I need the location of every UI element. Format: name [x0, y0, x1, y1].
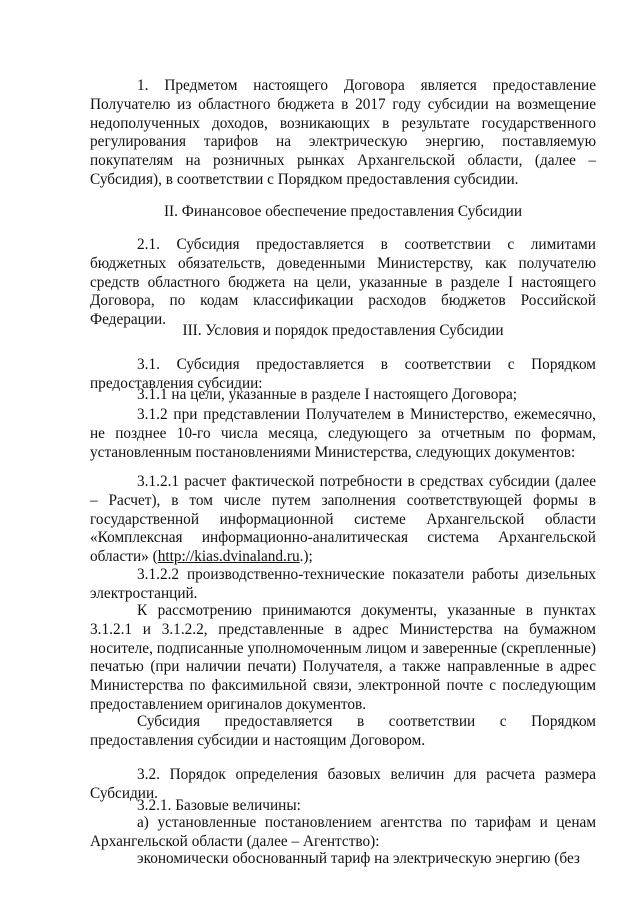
kias-link[interactable]: http://kias.dvinaland.ru	[157, 548, 300, 566]
paragraph-1: 1. Предметом настоящего Договора является предоставление Получателю из областного бюджета в 2017 году субсидии на возмещение недополученных доходов, возникающих в результате государственного регулирования тарифов на электрическую энергию, поставляемую покупателям на розничных рынках Архангельской области, (далее – Субсидия), в соответствии с Порядком предоставления субсидии.	[90, 77, 596, 188]
paragraph-2-1: 2.1. Субсидия предоставляется в соответствии с лимитами бюджетных обязательств, доведенными Министерству, как получателю средств областного бюджета на цели, указанные в разделе I настоящего Договора, по кодам классификации расходов бюджетов Российской Федерации.	[90, 236, 596, 329]
paragraph-provided: Субсидия предоставляется в соответствии с Порядком предоставления субсидии и настоящим Договором.	[90, 713, 596, 749]
paragraph-3-1-2-1	[90, 473, 596, 567]
paragraph-3-1-1: 3.1.1 на цели, указанные в разделе I настоящего Договора;	[137, 386, 518, 403]
paragraph-3-2-1: 3.2.1. Базовые величины:	[137, 797, 301, 814]
paragraph-3-1-2-1-tail: .);	[299, 548, 313, 566]
paragraph-tariff: экономически обоснованный тариф на электрическую энергию (без	[137, 850, 580, 867]
paragraph-3-1-2-1-text: 3.1.2.1 расчет фактической потребности в средствах субсидии (далее – Расчет), в том числе путем заполнения соответствующей формы в государственной информационной системе Архангельской области «Комплексная информационно-аналитическая система Архангельской области» (	[90, 473, 596, 566]
paragraph-3-1: 3.1. Субсидия предоставляется в соответствии с Порядком предоставления субсидии:	[90, 356, 596, 392]
paragraph-3-1-2: 3.1.2 при представлении Получателем в Министерство, ежемесячно, не позднее 10-го числа месяца, следующего за отчетным по формам, установленным постановлениями Министерства, следующих документов:	[90, 406, 596, 461]
paragraph-3-1-2-2: 3.1.2.2 производственно-технические показатели работы дизельных электростанций.	[90, 566, 596, 602]
section-heading-2: II. Финансовое обеспечение предоставления Субсидии	[163, 203, 523, 220]
paragraph-3-2: 3.2. Порядок определения базовых величин для расчета размера Субсидии.	[90, 766, 596, 802]
paragraph-review: К рассмотрению принимаются документы, указанные в пунктах 3.1.2.1 и 3.1.2.2, представленные в адрес Министерства на бумажном носителе, подписанные уполномоченным лицом и заверенные (скрепленные) печатью (при наличии печати) Получателя, а также направленные в адрес Министерства по факсимильной связи, электронной почте с последующим предоставлением оригиналов документов.	[90, 602, 596, 713]
section-heading-3: III. Условия и порядок предоставления Субсидии	[182, 322, 504, 339]
paragraph-a: а) установленные постановлением агентства по тарифам и ценам Архангельской области (далее – Агентство):	[90, 814, 596, 850]
